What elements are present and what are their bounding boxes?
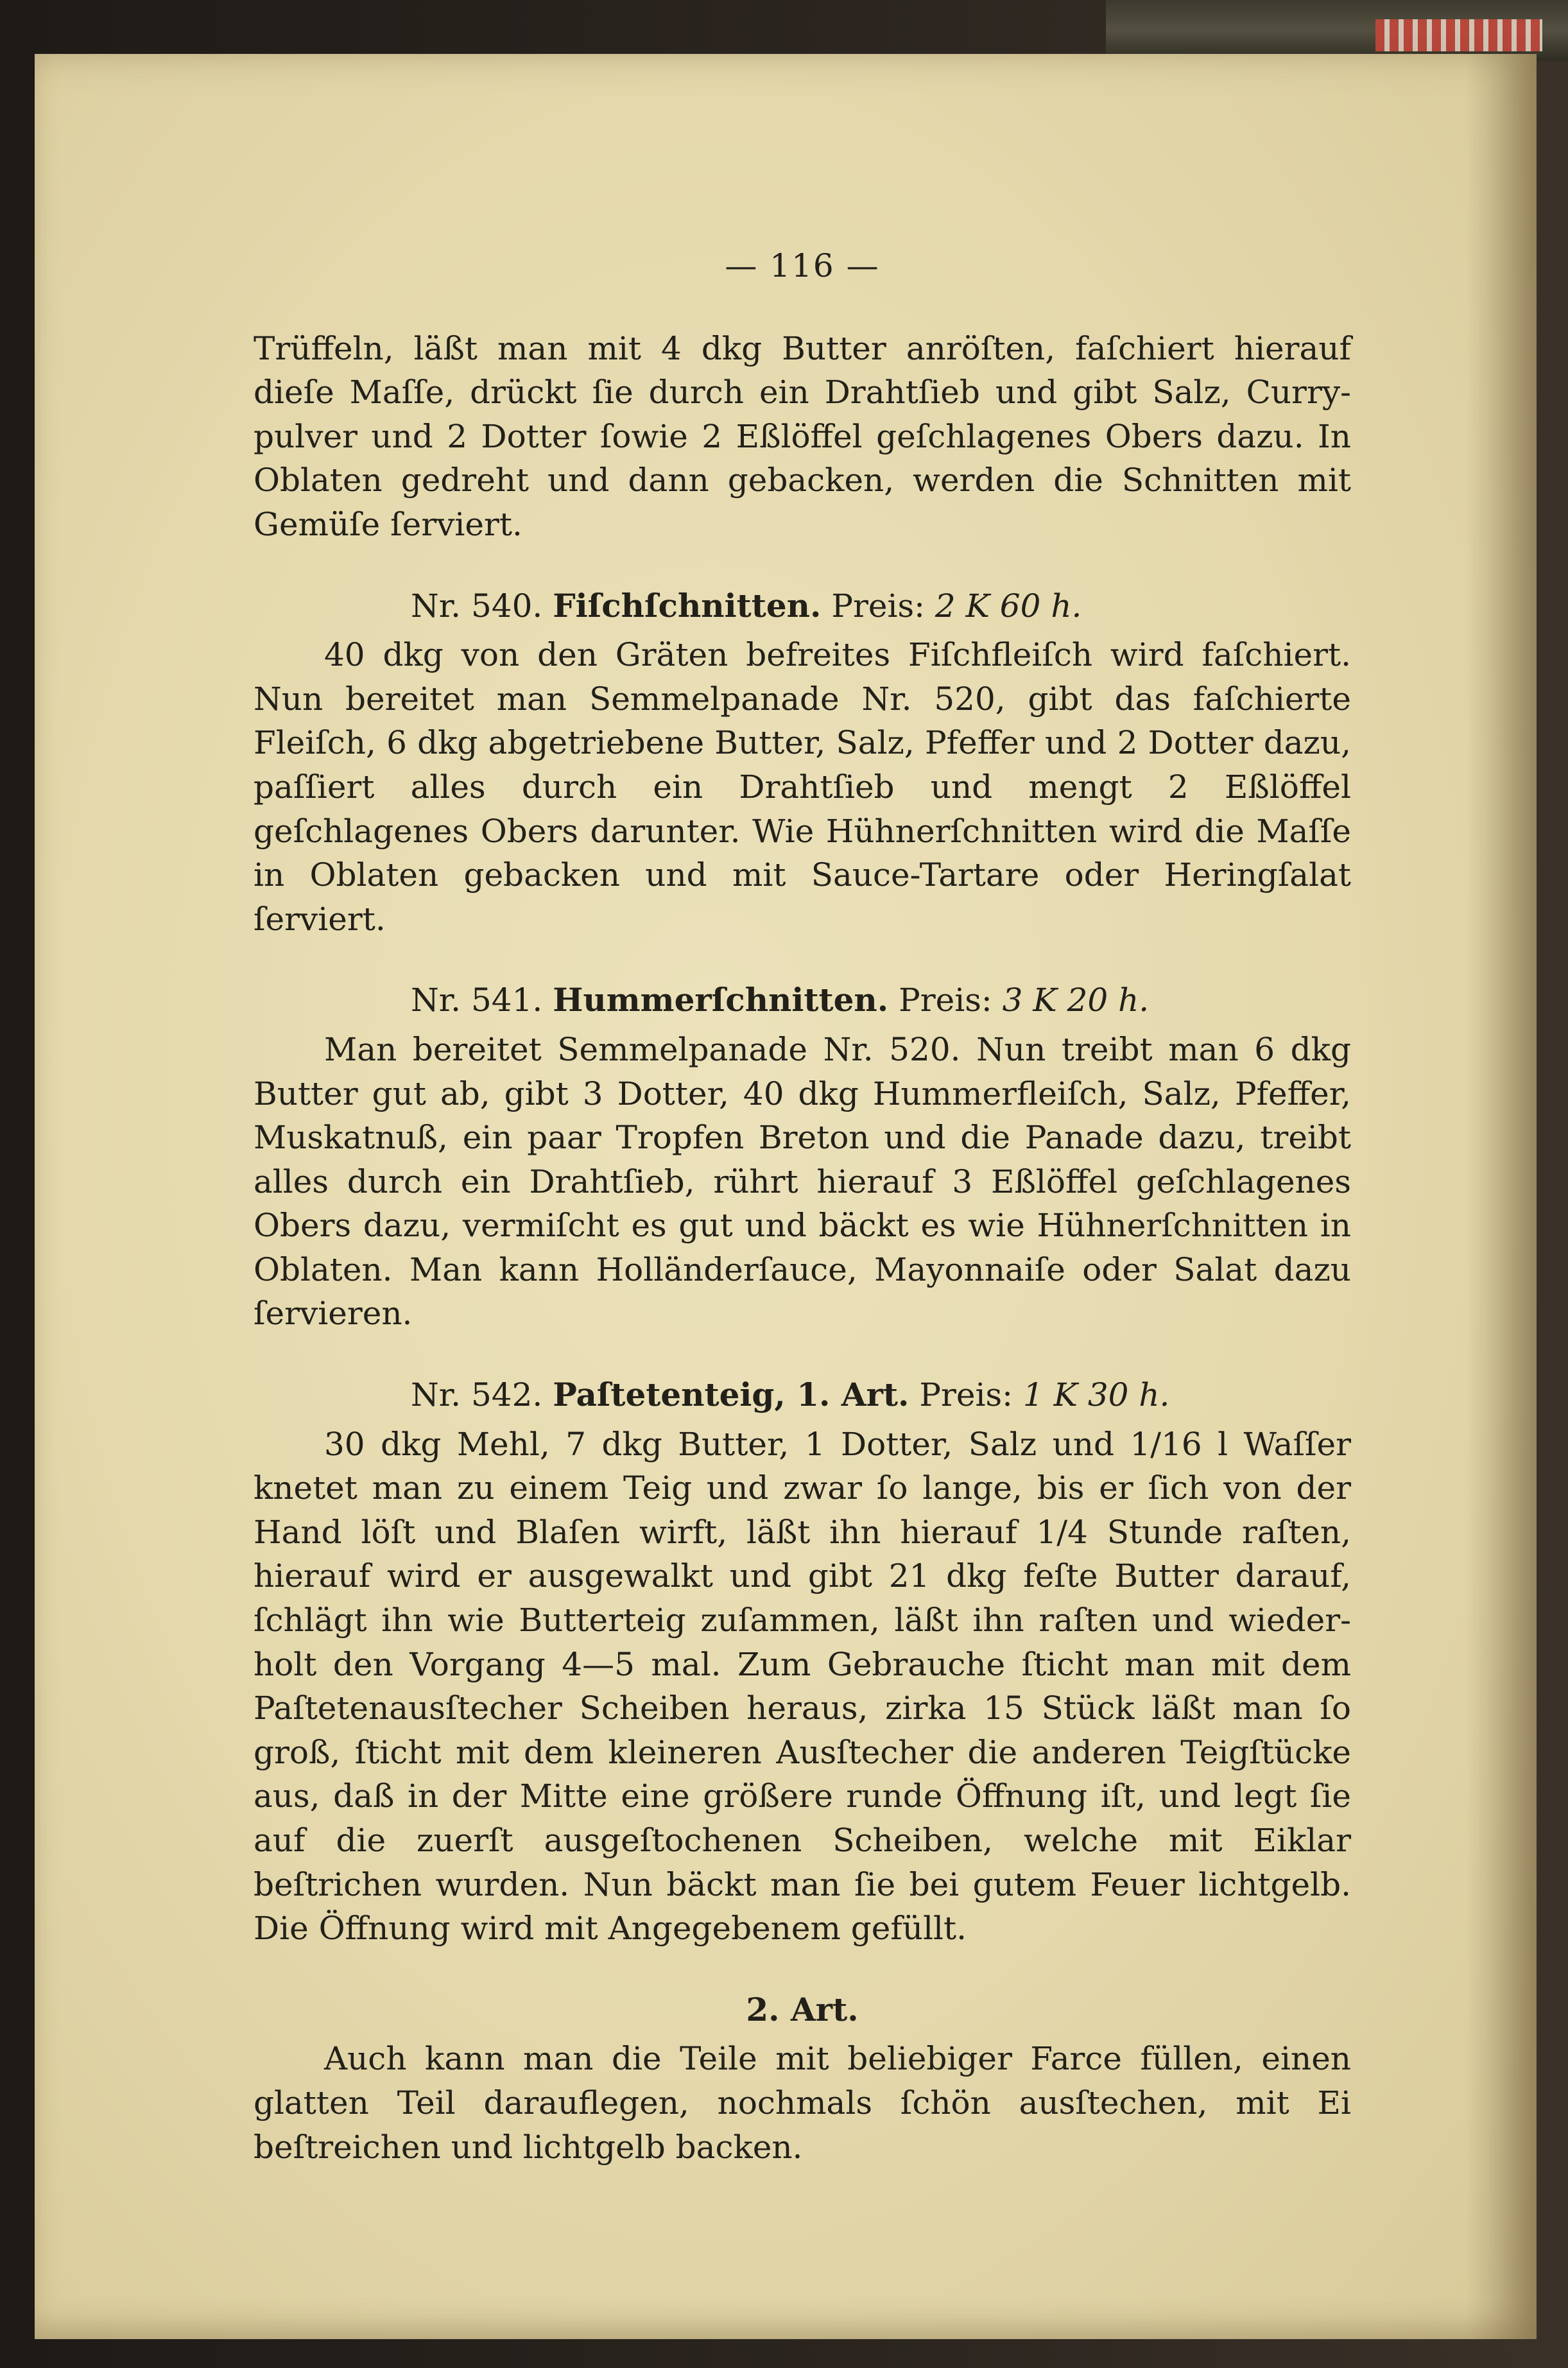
price-label: Preis:	[899, 981, 992, 1019]
recipe-number: Nr. 541.	[411, 981, 543, 1019]
recipe-heading-540	[254, 584, 1351, 628]
page-content	[254, 96, 1351, 2169]
second-type-text: Auch kann man die Teile mit beliebiger Farce füllen, einen glatten Teil darauflegen, nochmals ſchön ausſtechen, mit Ei beſtreichen und lichtgelb backen.	[254, 2040, 1351, 2166]
recipe-number: Nr. 540.	[411, 587, 543, 625]
recipe-title: Hummerſchnitten.	[553, 981, 889, 1019]
page-number: — 116 —	[725, 247, 880, 284]
recipe-text-540: 40 dkg von den Gräten befreites Fiſchfleiſch wird faſchiert. Nun bereitet man Semmelpanade Nr. 520, gibt das faſchierte Fleiſch, 6 dkg abgetriebene Butter, Salz, Pfeffer und 2 Dotter dazu, paſſiert alles durch ein Drahtſieb und mengt 2 Eßlöffel geſchlagenes Obers darunter. Wie Hühnerſchnitten wird die Maſſe in Oblaten gebacken und mit Sauce-Tartare oder Heringſalat ſerviert.	[254, 636, 1351, 938]
recipe-price: 1 K 30 h.	[1022, 1376, 1170, 1414]
price-label: Preis:	[831, 587, 925, 625]
recipe-text-541: Man bereitet Semmelpanade Nr. 520. Nun treibt man 6 dkg Butter gut ab, gibt 3 Dotter, 40 dkg Hummerfleiſch, Salz, Pfeffer, Muskatnuß, ein paar Tropfen Breton und die Panade dazu, treibt alles durch ein Drahtſieb, rührt hierauf 3 Eßlöffel geſchlagenes Obers dazu, vermiſcht es gut und bäckt es wie Hühnerſchnitten in Oblaten. Man kann Holländerſauce, Mayonnaiſe oder Salat dazu ſervieren.	[254, 1030, 1351, 1333]
recipe-number: Nr. 542.	[411, 1376, 543, 1414]
recipe-heading-542	[254, 1373, 1351, 1417]
second-type-heading: 2. Art.	[746, 1990, 859, 2028]
bookmark-ribbon	[1106, 0, 1568, 61]
price-label: Preis:	[919, 1376, 1013, 1414]
recipe-heading-541	[254, 978, 1351, 1023]
recipe-price: 3 K 20 h.	[1002, 981, 1150, 1019]
page-edge-shadow	[1466, 54, 1537, 2339]
recipe-price: 2 K 60 h.	[935, 587, 1082, 625]
recipe-title: Paſtetenteig, 1. Art.	[553, 1376, 909, 1414]
recipe-text-542: 30 dkg Mehl, 7 dkg Butter, 1 Dotter, Salz und 1/16 l Waſſer knetet man zu einem Teig und zwar ſo lange, bis er ſich von der Hand löſt und Blaſen wirft, läßt ihn hierauf 1/4 Stunde raſten, hierauf wird er ausgewalkt und gibt 21 dkg feſte Butter darauf, ſchlägt ihn wie Butterteig zuſammen, läßt ihn raſten und wieder-holt den Vorgang 4—5 mal. Zum Gebrauche ſticht man mit dem Paſtetenausſtecher Scheiben heraus, zirka 15 Stück läßt man ſo groß, ſticht mit dem kleineren Ausſtecher die anderen Teigſtücke aus, daß in der Mitte eine größere runde Öffnung iſt, und legt ſie auf die zuerſt ausgeſtochenen Scheiben, welche mit Eiklar beſtrichen wurden. Nun bäckt man ſie bei gutem Feuer lichtgelb. Die Öffnung wird mit Angegebenem gefüllt.	[254, 1425, 1351, 1948]
ribbon-stripe	[1375, 19, 1542, 51]
intro-paragraph: Trüffeln, läßt man mit 4 dkg Butter anröſten, faſchiert hierauf dieſe Maſſe, drückt ſie durch ein Drahtſieb und gibt Salz, Curry-pulver und 2 Dotter ſowie 2 Eßlöffel geſchlagenes Obers dazu. In Oblaten gedreht und dann gebacken, werden die Schnitten mit Gemüſe ſerviert.	[254, 329, 1351, 543]
recipe-title: Fiſchſchnitten.	[553, 586, 822, 625]
